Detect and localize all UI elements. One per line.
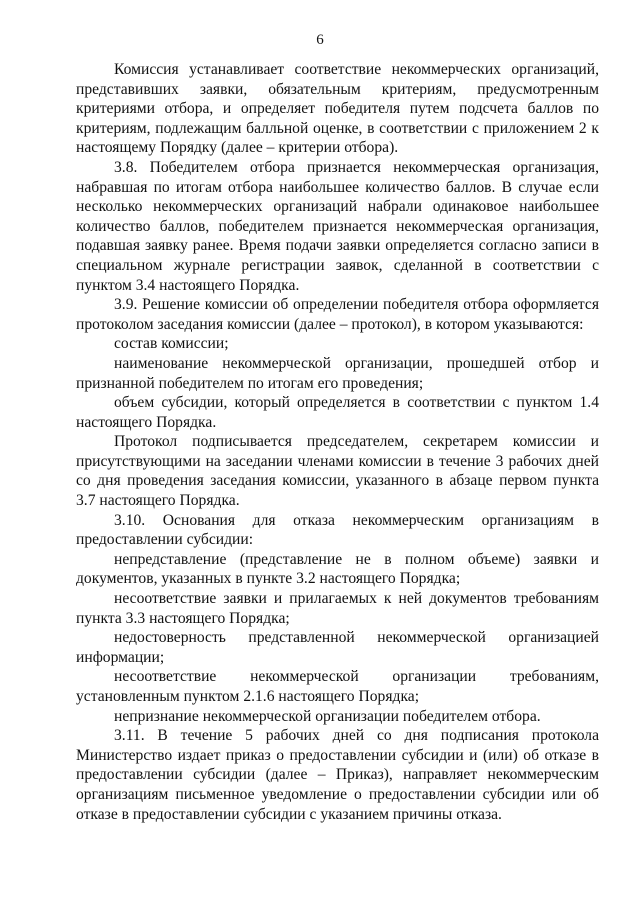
paragraph-3-10-refusal-grounds: 3.10. Основания для отказа некоммерческим организациям в предоставлении субсидии: [76, 511, 599, 549]
list-item-subsidy-volume: объем субсидии, который определяется в соответствии с пунктом 1.4 настоящего Порядка. [76, 394, 599, 431]
document-body [76, 60, 599, 824]
list-item-unreliable-information: недостоверность представленной некоммерческой организацией информации; [76, 629, 599, 666]
paragraph-3-8-winner: 3.8. Победителем отбора признается некоммерческая организация, набравшая по итогам отбора наибольшее количество баллов. В случае если несколько некоммерческих организаций набрали одинаковое наибольшее количество баллов, победителем признается некоммерческая организация, подавшая заявку ранее. Время подачи заявки определяется согласно записи в специальном журнале регистрации заявок, сделанной в соответствии с пунктом 3.4 настоящего Порядка. [76, 158, 599, 294]
list-item-nonconforming-organization: несоответствие некоммерческой организации требованиям, установленным пунктом 2.1.6 настоящего Порядка; [76, 668, 599, 705]
page-number: 6 [316, 32, 324, 48]
list-item-missing-documents: непредставление (представление не в полном объеме) заявки и документов, указанных в пункте 3.2 настоящего Порядка; [76, 550, 599, 588]
list-item-not-winner: непризнание некоммерческой организации победителем отбора. [114, 707, 541, 725]
list-item-nonconforming-application: несоответствие заявки и прилагаемых к ней документов требованиям пункта 3.3 настоящего Порядка; [76, 590, 599, 627]
paragraph-3-9-protocol: 3.9. Решение комиссии об определении победителя отбора оформляется протоколом заседания комиссии (далее – протокол), в котором указываются: [76, 296, 599, 333]
paragraph-3-11-order: 3.11. В течение 5 рабочих дней со дня подписания протокола Министерство издает приказ о предоставлении субсидии и (или) об отказе в предоставлении субсидии (далее – Приказ), направляет некоммерческим организациям письменное уведомление о предоставлении субсидии или об отказе в предоставлении субсидии с указанием причины отказа. [76, 727, 599, 823]
paragraph-protocol-signing: Протокол подписывается председателем, секретарем комиссии и присутствующими на заседании членами комиссии в течение 3 рабочих дней со дня проведения заседания комиссии, указанного в абзаце первом пункта 3.7 настоящего Порядка. [76, 433, 599, 510]
list-item-commission-composition: состав комиссии; [114, 335, 229, 353]
list-item-organization-name: наименование некоммерческой организации, прошедшей отбор и признанной победителем по итогам его проведения; [76, 354, 599, 392]
paragraph-commission-criteria: Комиссия устанавливает соответствие некоммерческих организаций, представивших заявки, обязательным критериям, предусмотренным критериями отбора, и определяет победителя путем подсчета баллов по критериям, подлежащим балльной оценке, в соответствии с приложением 2 к настоящему Порядку (далее – критерии отбора). [76, 61, 599, 157]
